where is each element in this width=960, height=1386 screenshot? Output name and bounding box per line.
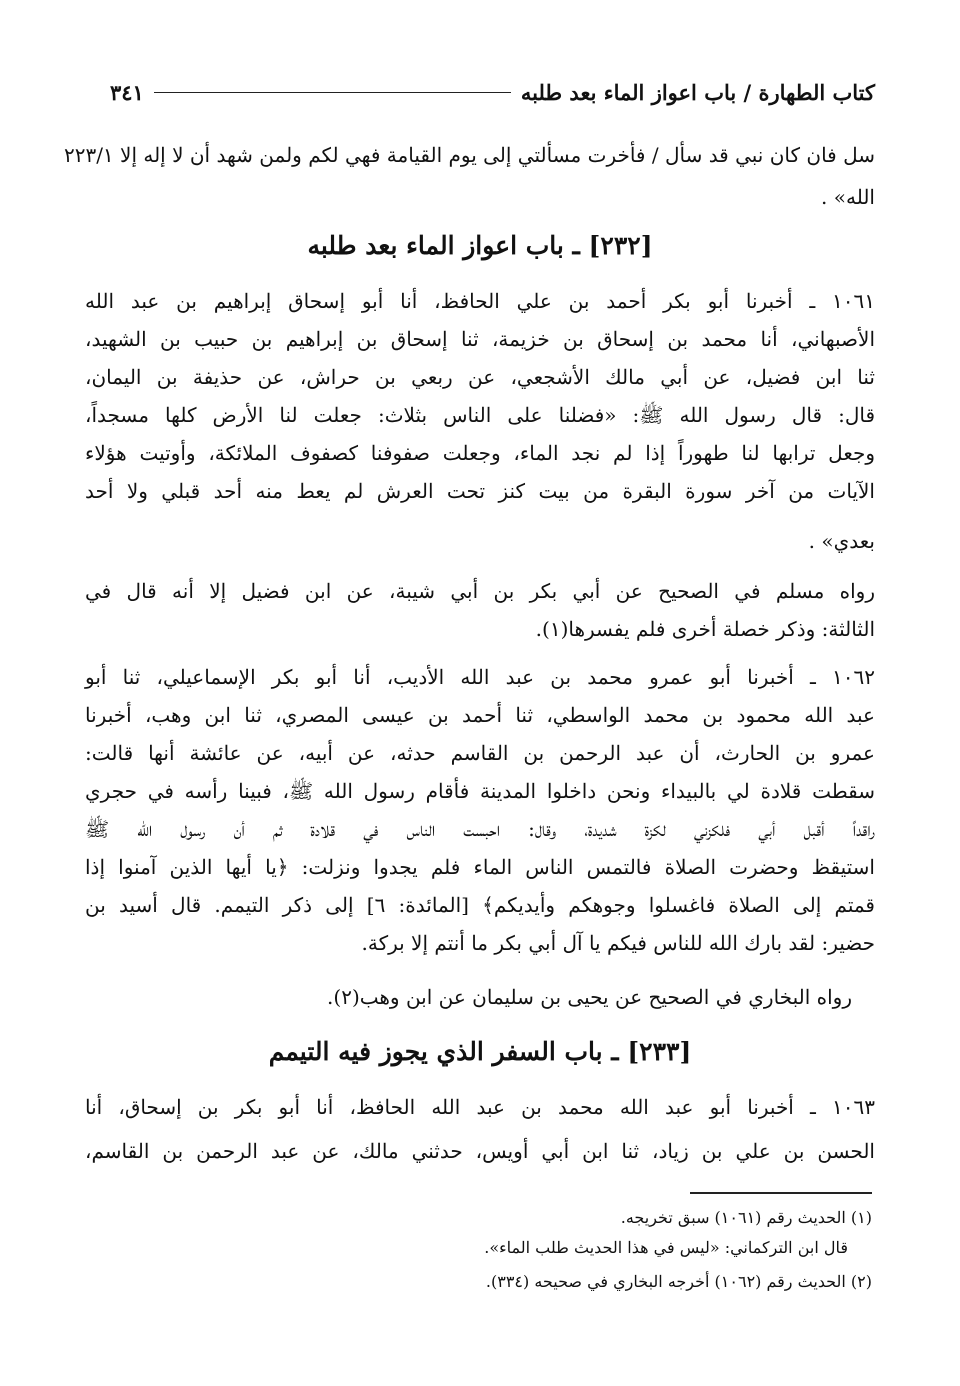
- header-rule: [154, 92, 511, 93]
- hadith-1062-line: قمتم إلى الصلاة فاغسلوا وجوهكم وأيديكم﴾ [المائدة: ٦] إلى ذكر التيمم. قال أسيد بن: [85, 893, 875, 917]
- text-line: سل فان كان نبي قد سأل / فأخرت مسألتي إلى يوم القيامة فهي لكم ولمن شهد أن لا إله إلا ٢٢٣/١: [63, 143, 875, 167]
- footnote-1-note: قال ابن التركماني: «ليس في هذا الحديث طلب الماء».: [484, 1238, 848, 1257]
- hadith-1062-line: عبد الله محمود بن محمد الواسطي، ثنا أحمد بن عيسى المصري، ثنا ابن وهب، أخبرنا: [85, 703, 875, 727]
- section-heading-232: [٢٣٢] ـ باب اعواز الماء بعد طلبه: [307, 231, 653, 260]
- section-heading-233: [٢٣٣] ـ باب السفر الذي يجوز فيه التيمم: [268, 1037, 692, 1066]
- hadith-1061-line: ثنا ابن فضيل، عن أبي مالك الأشجعي، عن ربعي بن حراش، عن حذيفة بن اليمان،: [85, 365, 875, 389]
- page-number: ٣٤١: [110, 79, 144, 105]
- running-header: [110, 74, 875, 110]
- hadith-1063-line: ١٠٦٣ ـ أخبرنا أبو عبد الله محمد بن عبد الله الحافظ، أنا أبو بكر بن إسحاق، أنا: [85, 1095, 875, 1119]
- riwaya-1062-line: رواه البخاري في الصحيح عن يحيى بن سليمان عن ابن وهب(٢).: [327, 985, 852, 1009]
- hadith-1062-line: عمرو بن الحارث، أن عبد الرحمن بن القاسم حدثه، عن أبيه، عن عائشة أنها قالت:: [85, 741, 875, 765]
- hadith-1061-line: الآيات من آخر سورة البقرة من بيت كنز تحت العرش لم يعط منه أحد قبلي ولا أحد: [85, 479, 875, 503]
- hadith-1061-line: وجعل ترابها لنا طهوراً إذا لم نجد الماء، وجعلت صفوفنا كصفوف الملائكة، وأوتيت هؤلاء: [85, 441, 875, 465]
- hadith-1062-line: سقطت قلادة لي بالبيداء ونحن داخلوا المدينة فأقام رسول الله ﷺ، فبينا رأسه في حجري: [85, 779, 875, 803]
- hadith-1062-line: استيقظ وحضرت الصلاة فالتمس الناس الماء فلم يجدوا ونزلت: ﴿يا أيها الذين آمنوا إذا: [85, 855, 875, 879]
- text-line: الله» .: [821, 185, 875, 209]
- footnote-2: (٢) الحديث رقم (١٠٦٢) أخرجه البخاري في صحيحه (٣٣٤).: [485, 1272, 872, 1291]
- hadith-1061-line: بعدي» .: [808, 529, 875, 553]
- hadith-1063-line: الحسن بن علي بن زياد، ثنا ابن أبي أويس، حدثني مالك، عن عبد الرحمن بن القاسم،: [85, 1139, 875, 1163]
- riwaya-1061-line: الثالثة: وذكر خصلة أخرى فلم يفسرها(١).: [535, 617, 875, 641]
- hadith-1062-line: حضير: لقد بارك الله للناس فيكم يا آل أبي بكر ما أنتم إلا بركة.: [361, 931, 875, 955]
- hadith-1061-line: ١٠٦١ ـ أخبرنا أبو بكر أحمد بن علي الحافظ، أنا أبو إسحاق إبراهيم بن عبد الله: [85, 289, 875, 313]
- footnote-rule: [690, 1192, 872, 1194]
- hadith-1061-line: الأصبهاني، أنا محمد بن إسحاق بن خزيمة، ثنا إسحاق بن إبراهيم بن حبيب بن الشهيد،: [85, 327, 875, 351]
- hadith-1062-line: راقداً أقبل أبي فلكزني لكزة شديدة، وقال: احبست الناس في قلادة ثم أن رسول الله ﷺ: [85, 817, 875, 841]
- hadith-1062-line: ١٠٦٢ ـ أخبرنا أبو عمرو محمد بن عبد الله الأديب، أنا أبو بكر الإسماعيلي، ثنا أبو: [85, 665, 875, 689]
- riwaya-1061-line: رواه مسلم في الصحيح عن أبي بكر بن أبي شيبة، عن ابن فضيل إلا أنه قال في: [85, 579, 875, 603]
- footnote-1: (١) الحديث رقم (١٠٦١) سبق تخريجه.: [620, 1208, 872, 1227]
- running-header-title: كتاب الطهارة / باب اعواز الماء بعد طلبه: [520, 79, 875, 105]
- hadith-1061-line: قال: قال رسول الله ﷺ: «فضلنا على الناس بثلاث: جعلت لنا الأرض كلها مسجداً،: [85, 403, 875, 427]
